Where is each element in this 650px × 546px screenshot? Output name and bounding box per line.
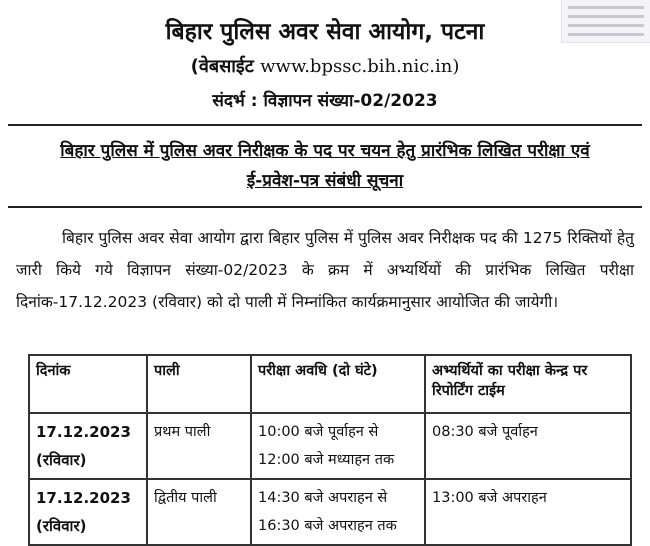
subject-line-2: ई-प्रवेश-पत्र संबंधी सूचना [246, 171, 404, 191]
page-title: बिहार पुलिस अवर सेवा आयोग, पटना [165, 19, 485, 45]
cell-shift: प्रथम पाली [147, 413, 251, 479]
schedule-table [28, 354, 632, 546]
website-url: www.bpssc.bih.nic.in [260, 56, 453, 77]
bottom-divider [8, 206, 642, 208]
header-shift: पाली [147, 355, 251, 413]
cell-date [29, 413, 147, 479]
header-duration: परीक्षा अवधि (दो घंटे) [251, 355, 425, 413]
subject-line-1: बिहार पुलिस में पुलिस अवर निरीक्षक के पद पर चयन हेतु प्रारंभिक लिखित परीक्षा एवं [60, 141, 590, 161]
cell-date [29, 479, 147, 545]
reference-number: संदर्भ : विज्ञापन संख्या-02/2023 [212, 91, 438, 111]
date-value: 17.12.2023 [36, 423, 131, 441]
cell-duration [251, 479, 425, 545]
table-header-row [29, 355, 631, 413]
website-prefix: (वेबसाईट [190, 56, 261, 77]
table-row [29, 413, 631, 479]
duration-end: 12:00 बजे मध्याहन तक [258, 452, 395, 468]
header-date: दिनांक [29, 355, 147, 413]
header-reporting: अभ्यर्थियों का परीक्षा केन्द्र पर रिपोर्टिंग टाईम [425, 355, 631, 413]
cell-shift: द्वितीय पाली [147, 479, 251, 545]
cell-reporting: 08:30 बजे पूर्वाहन [425, 413, 631, 479]
day-value: (रविवार) [36, 517, 87, 535]
table-row [29, 479, 631, 545]
top-divider [8, 124, 642, 126]
website-suffix: ) [452, 56, 460, 77]
body-paragraph: बिहार पुलिस अवर सेवा आयोग द्वारा बिहार पुलिस में पुलिस अवर निरीक्षक पद की 1275 रिक्तियों हेतु जारी किये गये विज्ञापन संख्या-02/2023 के क्रम में अभ्यर्थियों की प्रारंभिक लिखित परीक्षा दिनांक-17.12.2023 (रविवार) को दो पाली में निम्नांकित कार्यक्रमानुसार आयोजित की जायेगी। [16, 229, 634, 311]
subject-heading [8, 136, 642, 196]
day-value: (रविवार) [36, 451, 87, 469]
duration-end: 16:30 बजे अपराहन तक [258, 518, 397, 534]
duration-start: 14:30 बजे अपराहन से [258, 490, 388, 506]
duration-start: 10:00 बजे पूर्वाहन से [258, 424, 379, 440]
website-line [0, 54, 650, 78]
date-value: 17.12.2023 [36, 489, 131, 507]
cell-duration [251, 413, 425, 479]
cell-reporting: 13:00 बजे अपराहन [425, 479, 631, 545]
